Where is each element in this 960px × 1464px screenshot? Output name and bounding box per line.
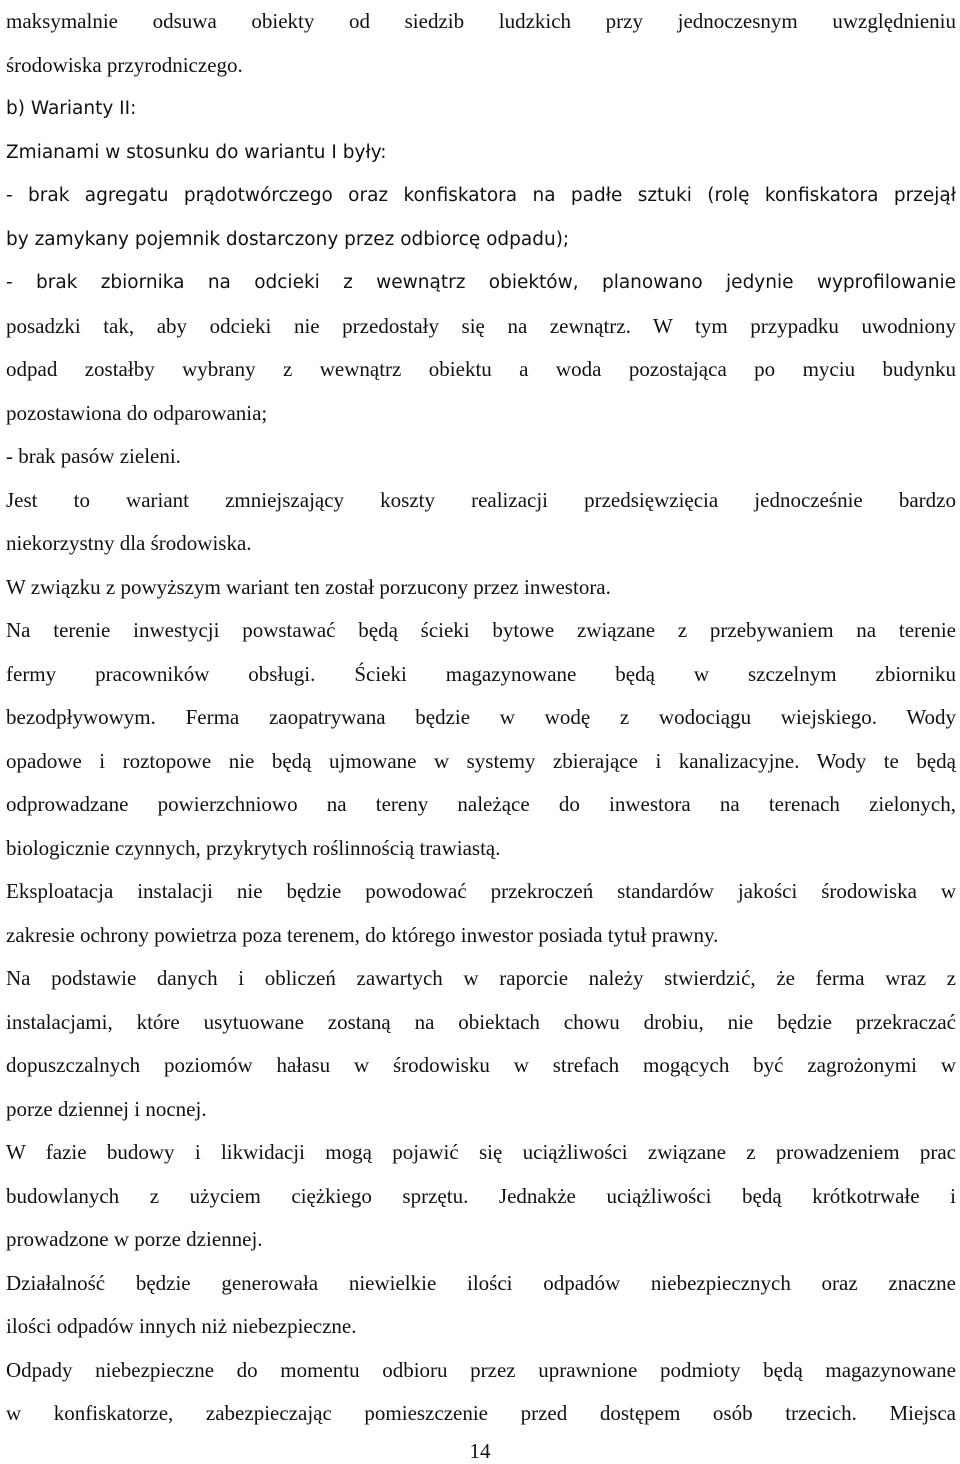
text-line: maksymalnie odsuwa obiekty od siedzib ludzkich przy jednoczesnym uwzględnieniu: [6, 9, 956, 33]
text-line: Odpady niebezpieczne do momentu odbioru przez uprawnione podmioty będą magazynowane: [6, 1357, 956, 1382]
text-line: bezodpływowym. Ferma zaopatrywana będzie w wodę z wodociągu wiejskiego. Wody: [6, 705, 956, 729]
text-line: prowadzone w porze dziennej.: [6, 1227, 263, 1251]
text-line: środowiska przyrodniczego.: [6, 52, 243, 77]
text-line: - brak pasów zieleni.: [6, 444, 181, 468]
text-line: budowlanych z użyciem ciężkiego sprzętu. Jednakże uciążliwości będą krótkotrwałe i: [6, 1183, 956, 1208]
text-line: biologicznie czynnych, przykrytych roślinnością trawiastą.: [6, 835, 501, 860]
text-line: Na terenie inwestycji powstawać będą ścieki bytowe związane z przebywaniem na terenie: [6, 618, 956, 642]
text-line: dopuszczalnych poziomów hałasu w środowisku w strefach mogących być zagrożonymi w: [6, 1053, 956, 1077]
text-line: porze dziennej i nocnej.: [6, 1096, 207, 1121]
text-line: Zmianami w stosunku do wariantu I były:: [6, 141, 387, 163]
text-line: W fazie budowy i likwidacji mogą pojawić się uciążliwości związane z prowadzeniem prac: [6, 1140, 956, 1164]
text-line: Jest to wariant zmniejszający koszty realizacji przedsięwzięcia jednocześnie bardzo: [6, 487, 956, 512]
text-line: fermy pracowników obsługi. Ścieki magazynowane będą w szczelnym zbiorniku: [6, 661, 956, 686]
text-line: w konfiskatorze, zabezpieczając pomieszczenie przed dostępem osób trzecich. Miejsca: [6, 1401, 956, 1425]
text-line: posadzki tak, aby odcieki nie przedostały się na zewnątrz. W tym przypadku uwodniony: [6, 313, 956, 338]
text-line: opadowe i roztopowe nie będą ujmowane w systemy zbierające i kanalizacyjne. Wody te będą: [6, 748, 956, 773]
text-line: instalacjami, które usytuowane zostaną na obiektach chowu drobiu, nie będzie przekraczać: [6, 1009, 956, 1034]
text-line: zakresie ochrony powietrza poza terenem, do którego inwestor posiada tytuł prawny.: [6, 922, 719, 947]
text-line: ilości odpadów innych niż niebezpieczne.: [6, 1314, 357, 1338]
text-line: Działalność będzie generowała niewielkie ilości odpadów niebezpiecznych oraz znaczne: [6, 1270, 956, 1295]
text-line: - brak agregatu prądotwórczego oraz konfiskatora na padłe sztuki (rolę konfiskatora przejął: [6, 185, 956, 206]
page-number: 14: [469, 1439, 491, 1463]
text-line: odprowadzane powierzchniowo na tereny należące do inwestora na terenach zielonych,: [6, 792, 956, 816]
text-line: odpad zostałby wybrany z wewnątrz obiektu a woda pozostająca po myciu budynku: [6, 357, 956, 381]
text-line: niekorzystny dla środowiska.: [6, 531, 252, 555]
text-line: pozostawiona do odparowania;: [6, 400, 268, 425]
text-line: - brak zbiornika na odcieki z wewnątrz obiektów, planowano jedynie wyprofilowanie: [6, 272, 956, 293]
text-line: by zamykany pojemnik dostarczony przez odbiorcę odpadu);: [6, 228, 570, 250]
document-body: [6, 0, 956, 1436]
text-line: b) Warianty II:: [6, 98, 137, 119]
text-line: W związku z powyższym wariant ten został porzucony przez inwestora.: [6, 574, 611, 599]
text-line: Eksploatacja instalacji nie będzie powodować przekroczeń standardów jakości środowiska w: [6, 879, 956, 903]
text-line: Na podstawie danych i obliczeń zawartych w raporcie należy stwierdzić, że ferma wraz z: [6, 966, 956, 990]
